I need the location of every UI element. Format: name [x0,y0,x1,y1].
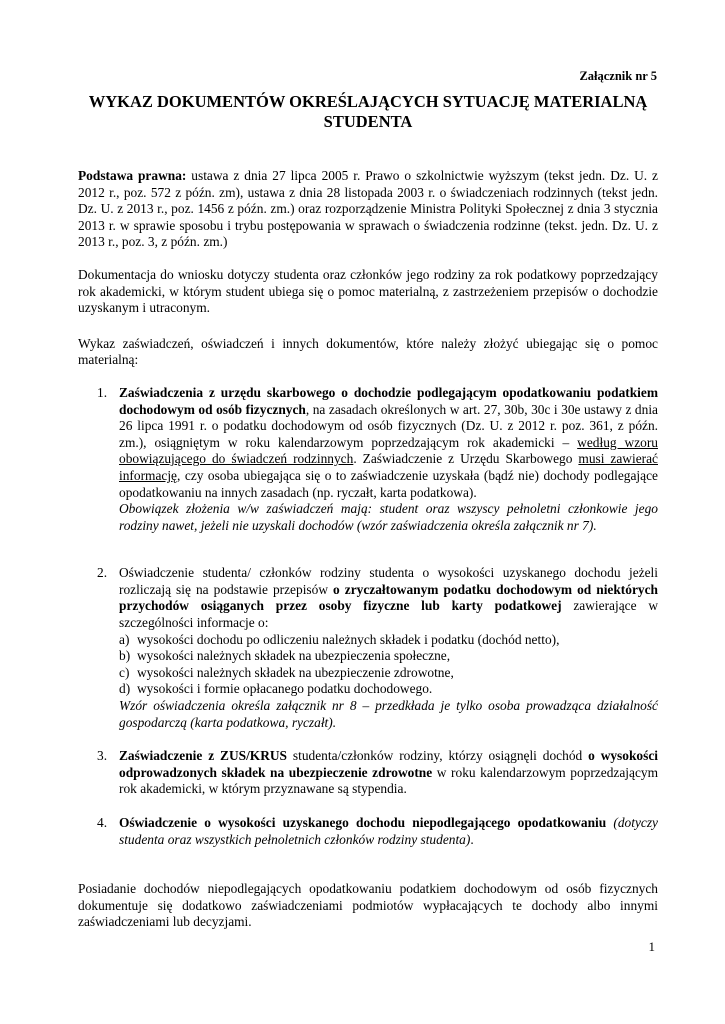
sublist-letter: b) [119,648,131,664]
item-4-italic: (dotyczy studenta oraz wszystkich pełnoletnich członków rodziny studenta) [119,815,659,847]
sublist-letter: a) [119,631,130,647]
item-2-sublist [119,632,658,698]
item-1-text-3: , czy osoba ubiegająca się o to zaświadczenie uzyskała (bądź nie) dochody podlegające opodatkowaniu na innych zasadach (np. ryczałt, karta podatkowa). [119,467,658,500]
annex-label: Załącznik nr 5 [579,69,657,83]
item-3-text-1: studenta/członków rodziny, którzy osiągnęli dochód [287,748,589,764]
item-3-bold-1: Zaświadczenie z ZUS/KRUS [119,748,288,764]
item-1-underline-1: według wzoru obowiązującego do świadczeń rodzinnych [119,434,658,467]
title-line-2: STUDENTA [323,111,413,131]
page-number: 1 [648,939,655,954]
list-item-3 [78,748,658,798]
item-2-bold: o zryczałtowanym podatku dochodowym od niektórych przychodów osiąganych przez osoby fizyczne lub karty podatkowej [119,581,658,614]
item-3-text-2: w roku kalendarzowym poprzedzającym rok akademicki, w którym przyznawane są stypendia. [119,764,658,797]
list-item-number: 4. [97,815,108,830]
list-item-number: 1. [97,384,108,400]
list-item-1 [78,385,658,534]
sublist-item [119,648,658,665]
documentation-paragraph: Dokumentacja do wniosku dotyczy studenta oraz członków jego rodziny za rok podatkowy poprzedzający rok akademicki, w którym student ubiega się o pomoc materialną, z zastrzeżeniem przepisów o dochodzie uzyskanym i utraconym. [78,266,658,316]
item-3-bold-2: o wysokości odprowadzonych składek na ubezpieczenie zdrowotne [119,748,658,780]
item-4-end: . [470,831,474,847]
sublist-text: wysokości i formie opłacanego podatku dochodowego. [137,681,433,697]
title-line-1: WYKAZ DOKUMENTÓW OKREŚLAJĄCYCH SYTUACJĘ MATERIALNĄ [88,92,648,111]
item-1-note: Obowiązek złożenia w/w zaświadczeń mają: student oraz wszyscy pełnoletni członkowie jego rodziny nawet, jeżeli nie uzyskali dochodów (wzór zaświadczenia określa załącznik nr 7). [119,501,658,533]
sublist-item [119,665,658,682]
closing-paragraph: Posiadanie dochodów niepodlegających opodatkowaniu podatkiem dochodowym od osób fizycznych dokumentuje się dodatkowo zaświadczeniami podmiotów wypłacających te dochody albo innymi zaświadczeniami lub decyzjami. [78,881,658,930]
legal-basis-label: Podstawa prawna: [78,168,187,183]
sublist-item [119,632,658,649]
item-2-text-1: Oświadczenie studenta/ członków rodziny studenta o wysokości uzyskanego dochodu jeżeli rozliczają się na podstawie przepisów [119,565,658,597]
sublist-text: wysokości należnych składek na ubezpieczenie zdrowotne, [137,664,454,680]
sublist-text: wysokości należnych składek na ubezpieczenia społeczne, [137,648,451,664]
document-list [78,385,658,848]
item-1-text-1: , na zasadach określonych w art. 27, 30b, 30c i 30e ustawy z dnia 26 lipca 1991 r. o podatku dochodowym od osób fizycznych (Dz. U. z 2012 r. poz. 361, z późn. zm.), osiągniętym w roku kalendarzowym poprzedzającym rok akademicki – [119,401,658,450]
document-title [78,92,658,131]
legal-basis-text: ustawa z dnia 27 lipca 2005 r. Prawo o szkolnictwie wyższym (tekst jedn. Dz. U. z 2012 r., poz. 572 z późn. zm), ustawa z dnia 28 listopada 2003 r. o świadczeniach rodzinnych (tekst jedn. Dz. U. z 2013 r., poz. 1456 z późn. zm.) oraz rozporządzenie Ministra Polityki Społecznej z dnia 3 stycznia 2013 r. w sprawie sposobu i trybu postępowania w sprawach o świadczenia rodzinne (tekst. jedn. Dz. U. z 2013 r., poz. 3, z późn. zm.) [78,168,659,250]
list-item-4 [78,815,658,848]
sublist-letter: c) [119,664,130,680]
item-2-text-2: zawierające w szczególności informacje o: [119,598,658,631]
sublist-letter: d) [119,681,131,697]
legal-basis-paragraph [78,168,658,251]
list-intro-paragraph: Wykaz zaświadczeń, oświadczeń i innych dokumentów, które należy złożyć ubiegając się o pomoc materialną: [78,335,658,368]
item-2-note: Wzór oświadczenia określa załącznik nr 8 – przedkłada je tylko osoba prowadząca działalność gospodarczą (karta podatkowa, ryczałt). [119,698,658,730]
list-item-number: 3. [97,748,108,764]
item-1-text-2: . Zaświadczenie z Urzędu Skarbowego [353,451,579,467]
item-1-underline-2: musi zawierać informację [119,451,658,483]
sublist-text: wysokości dochodu po odliczeniu należnych składek i podatku (dochód netto), [137,631,560,647]
item-4-bold: Oświadczenie o wysokości uzyskanego dochodu niepodlegającego opodatkowaniu [119,815,607,830]
list-item-number: 2. [97,565,108,581]
item-1-bold: Zaświadczenia z urzędu skarbowego o dochodzie podlegającym opodatkowaniu podatkiem dochodowym od osób fizycznych [119,384,658,417]
document-body [78,168,658,931]
sublist-item [119,681,658,698]
list-item-2 [78,565,658,731]
